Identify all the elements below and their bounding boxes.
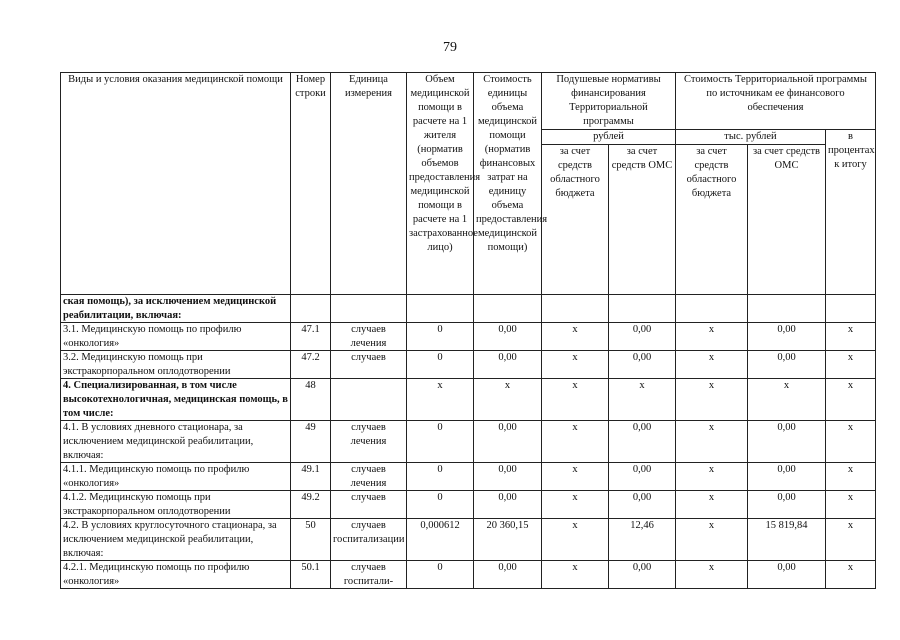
row-cost: 0,00 xyxy=(474,351,542,379)
row-norm-oms: 0,00 xyxy=(609,463,676,491)
row-name: 3.2. Медицинскую помощь при экстракорпоральном оплодотворении xyxy=(61,351,291,379)
row-norm-oms: 0,00 xyxy=(609,561,676,589)
row-norm-budget: х xyxy=(542,491,609,519)
row-line: 50.1 xyxy=(291,561,331,589)
table-row xyxy=(61,519,876,561)
row-norm-budget: х xyxy=(542,463,609,491)
row-norm-oms: 0,00 xyxy=(609,491,676,519)
row-unit: случаев лечения xyxy=(331,323,407,351)
header-line: Номер строки xyxy=(291,73,331,295)
row-cost xyxy=(474,295,542,323)
row-norm-oms xyxy=(609,295,676,323)
funding-table xyxy=(60,72,876,589)
row-norm-budget: х xyxy=(542,421,609,463)
row-terr-budget: х xyxy=(676,519,748,561)
row-terr-oms: 0,00 xyxy=(748,491,826,519)
row-cost: 0,00 xyxy=(474,421,542,463)
header-kind: Виды и условия оказания медицинской помощи xyxy=(61,73,291,295)
row-unit xyxy=(331,295,407,323)
row-terr-oms: 0,00 xyxy=(748,351,826,379)
row-line: 50 xyxy=(291,519,331,561)
table-row xyxy=(61,379,876,421)
header-unit: Единица измерения xyxy=(331,73,407,295)
row-norm-oms: 0,00 xyxy=(609,323,676,351)
row-unit: случаев госпитализации xyxy=(331,519,407,561)
row-percent: х xyxy=(826,351,876,379)
row-unit: случаев лечения xyxy=(331,463,407,491)
table-row xyxy=(61,295,876,323)
row-line: 47.1 xyxy=(291,323,331,351)
row-line: 49.2 xyxy=(291,491,331,519)
row-percent: х xyxy=(826,519,876,561)
row-volume: 0 xyxy=(407,491,474,519)
row-norm-budget: х xyxy=(542,519,609,561)
row-terr-budget: х xyxy=(676,561,748,589)
header-cost: Стоимость единицы объема медицинской помощи (норматив финансовых затрат на единицу объема предоставления медицинской помощи) xyxy=(474,73,542,295)
row-name: 4.1.2. Медицинскую помощь при экстракорпоральном оплодотворении xyxy=(61,491,291,519)
row-norm-oms: х xyxy=(609,379,676,421)
table-row xyxy=(61,561,876,589)
row-volume: 0,000612 xyxy=(407,519,474,561)
row-norm-budget: х xyxy=(542,323,609,351)
row-name: 4.2. В условиях круглосуточного стационара, за исключением медицинской реабилитации, включая: xyxy=(61,519,291,561)
table-row xyxy=(61,463,876,491)
row-norm-oms: 0,00 xyxy=(609,351,676,379)
row-name: 4.2.1. Медицинскую помощь по профилю «онкология» xyxy=(61,561,291,589)
row-terr-oms: 0,00 xyxy=(748,323,826,351)
row-line: 47.2 xyxy=(291,351,331,379)
page-number: 79 xyxy=(443,40,457,55)
row-terr-budget: х xyxy=(676,379,748,421)
row-volume: 0 xyxy=(407,421,474,463)
row-cost: 0,00 xyxy=(474,491,542,519)
row-volume: 0 xyxy=(407,351,474,379)
header-unit-thousand-rub: тыс. рублей xyxy=(676,130,826,145)
row-terr-budget: х xyxy=(676,491,748,519)
table-row xyxy=(61,351,876,379)
header-norm-oms: за счет средств ОМС xyxy=(609,145,676,295)
row-terr-oms: 0,00 xyxy=(748,421,826,463)
row-volume xyxy=(407,295,474,323)
row-terr-oms: 0,00 xyxy=(748,561,826,589)
header-norms-group: Подушевые нормативы финансирования Территориальной программы xyxy=(542,73,676,130)
row-norm-budget xyxy=(542,295,609,323)
row-volume: х xyxy=(407,379,474,421)
row-terr-oms: 15 819,84 xyxy=(748,519,826,561)
row-percent: х xyxy=(826,463,876,491)
row-name: 4.1. В условиях дневного стационара, за исключением медицинской реабилитации, включая: xyxy=(61,421,291,463)
row-volume: 0 xyxy=(407,323,474,351)
row-percent: х xyxy=(826,421,876,463)
row-norm-budget: х xyxy=(542,379,609,421)
row-terr-oms: 0,00 xyxy=(748,463,826,491)
row-unit: случаев госпитали- xyxy=(331,561,407,589)
row-terr-oms xyxy=(748,295,826,323)
row-terr-budget: х xyxy=(676,351,748,379)
header-norm-budget: за счет средств областного бюджета xyxy=(542,145,609,295)
table-row xyxy=(61,421,876,463)
row-volume: 0 xyxy=(407,561,474,589)
table-row xyxy=(61,491,876,519)
header-unit-rub: рублей xyxy=(542,130,676,145)
row-terr-budget: х xyxy=(676,463,748,491)
row-volume: 0 xyxy=(407,463,474,491)
row-terr-budget: х xyxy=(676,421,748,463)
table-row xyxy=(61,323,876,351)
row-terr-budget: х xyxy=(676,323,748,351)
row-norm-oms: 0,00 xyxy=(609,421,676,463)
row-cost: х xyxy=(474,379,542,421)
row-unit: случаев xyxy=(331,491,407,519)
row-name: 4. Специализированная, в том числе высокотехнологичная, медицинская помощь, в том числе: xyxy=(61,379,291,421)
row-percent: х xyxy=(826,561,876,589)
row-name: 4.1.1. Медицинскую помощь по профилю «онкология» xyxy=(61,463,291,491)
row-line: 49 xyxy=(291,421,331,463)
header-terr-budget: за счет средств областного бюджета xyxy=(676,145,748,295)
row-cost: 0,00 xyxy=(474,463,542,491)
row-percent xyxy=(826,295,876,323)
row-terr-oms: х xyxy=(748,379,826,421)
row-cost: 0,00 xyxy=(474,323,542,351)
row-terr-budget xyxy=(676,295,748,323)
header-territorial-group: Стоимость Территориальной программы по источникам ее финансового обеспечения xyxy=(676,73,876,130)
header-percent: в процентах к итогу xyxy=(826,130,876,295)
row-percent: х xyxy=(826,491,876,519)
row-percent: х xyxy=(826,379,876,421)
row-cost: 20 360,15 xyxy=(474,519,542,561)
row-percent: х xyxy=(826,323,876,351)
row-unit: случаев лечения xyxy=(331,421,407,463)
row-name: ская помощь), за исключением медицинской реабилитации, включая: xyxy=(61,295,291,323)
header-volume: Объем медицинской помощи в расчете на 1 жителя (норматив объемов предоставления медицинской помощи в расчете на 1 застрахованное лицо) xyxy=(407,73,474,295)
header-terr-oms: за счет средств ОМС xyxy=(748,145,826,295)
row-unit xyxy=(331,379,407,421)
row-name: 3.1. Медицинскую помощь по профилю «онкология» xyxy=(61,323,291,351)
row-line: 49.1 xyxy=(291,463,331,491)
row-norm-budget: х xyxy=(542,351,609,379)
row-unit: случаев xyxy=(331,351,407,379)
row-line xyxy=(291,295,331,323)
row-cost: 0,00 xyxy=(474,561,542,589)
row-norm-oms: 12,46 xyxy=(609,519,676,561)
row-line: 48 xyxy=(291,379,331,421)
row-norm-budget: х xyxy=(542,561,609,589)
